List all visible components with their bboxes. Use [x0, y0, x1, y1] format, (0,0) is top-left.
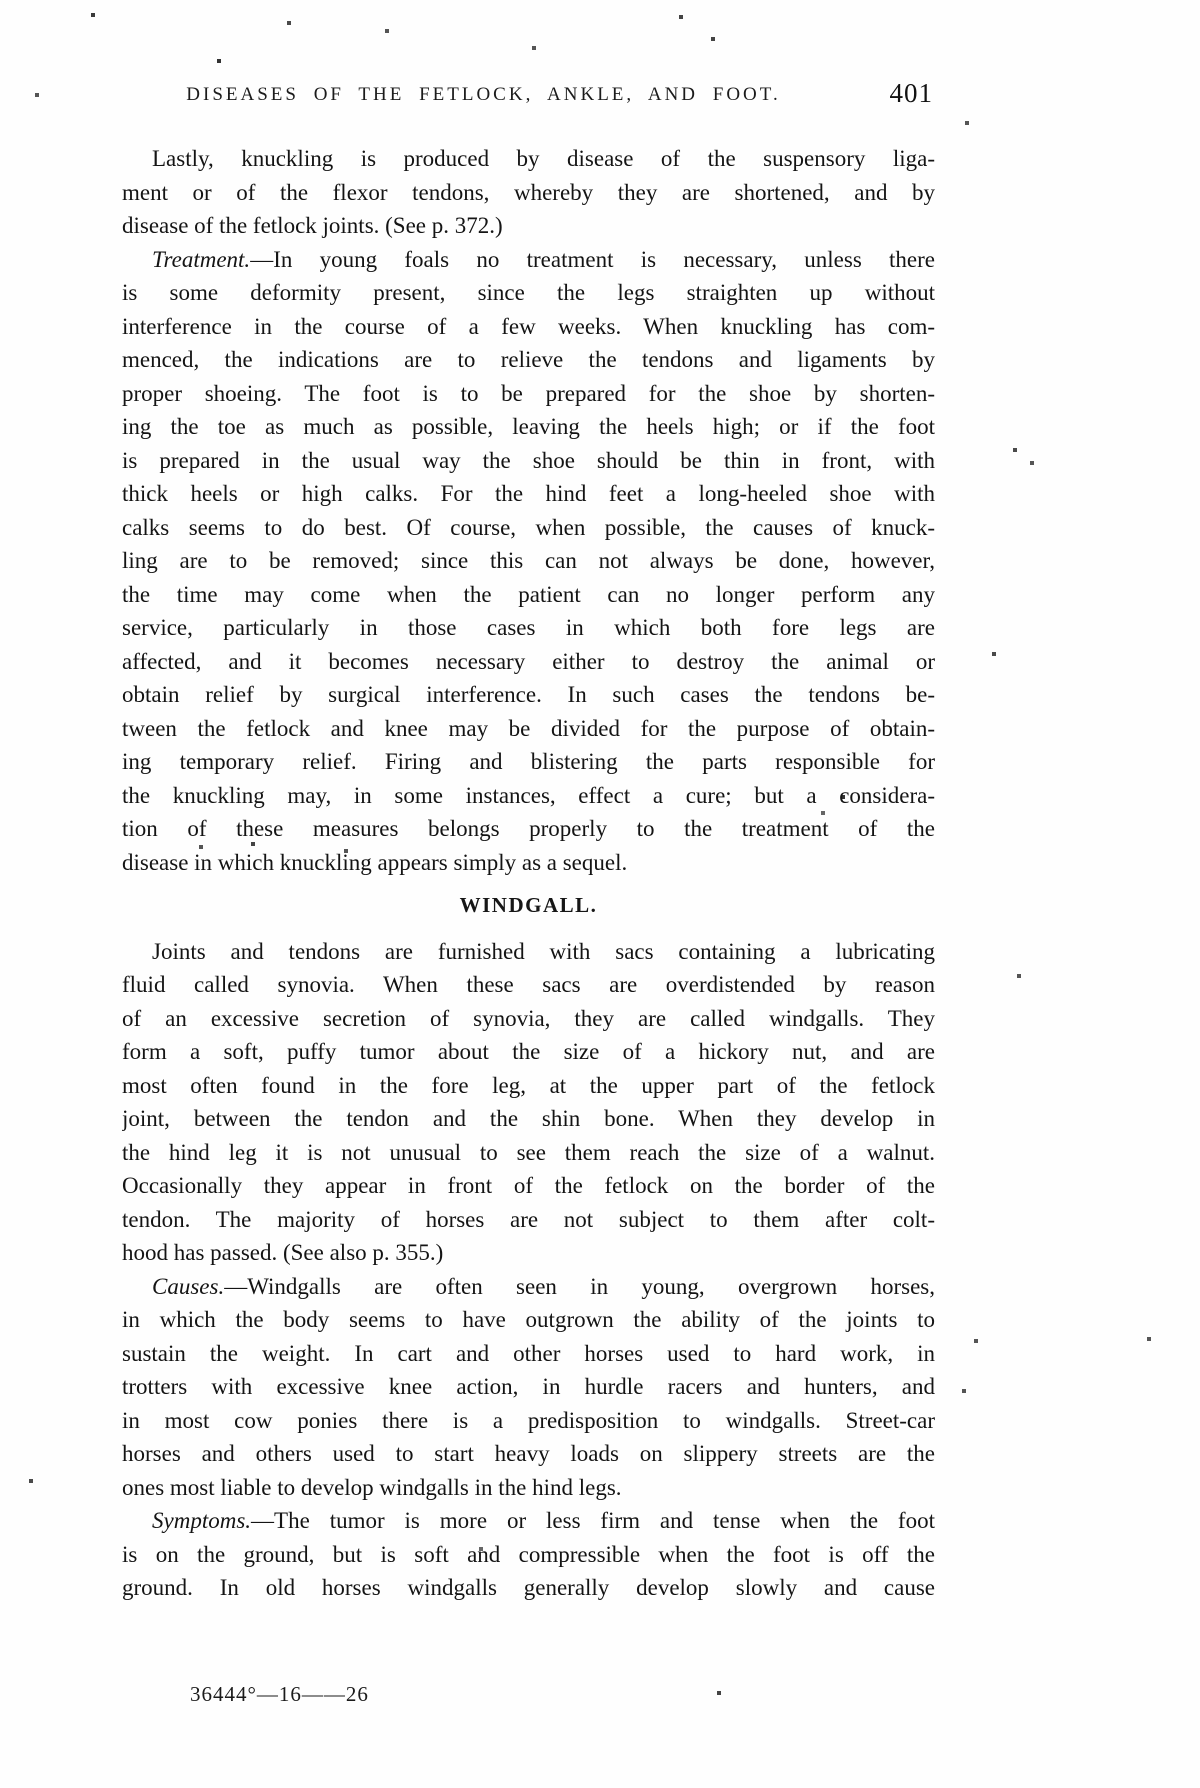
text-line: is some deformity present, since the legs straighten up without	[122, 280, 935, 305]
text-line: thick heels or high calks. For the hind feet a long-heeled shoe with	[122, 481, 935, 506]
text-line: calks seems to do best. Of course, when possible, the causes of knuck-	[122, 514, 935, 540]
text-line: affected, and it becomes necessary either to destroy the animal or	[122, 648, 935, 674]
page-header	[122, 78, 935, 118]
text-line: ones most liable to develop windgalls in the hind legs.	[122, 1474, 622, 1500]
paragraph	[122, 1270, 935, 1505]
text-line: ling are to be removed; since this can not always be done, however,	[122, 548, 935, 573]
text-line: is prepared in the usual way the shoe should be thin in front, with	[122, 447, 935, 473]
text-line: obtain relief by surgical interference. In such cases the tendons be-	[122, 682, 935, 707]
paragraph-lead: Treatment.	[152, 246, 251, 272]
printers-mark: 36444°—16——26	[190, 1682, 369, 1706]
text-line: ing temporary relief. Firing and blistering the parts responsible for	[122, 749, 935, 774]
text-line: disease of the fetlock joints. (See p. 372.)	[122, 213, 503, 238]
text-line: Occasionally they appear in front of the fetlock on the border of the	[122, 1173, 935, 1198]
text-line: horses and others used to start heavy loads on slippery streets are the	[122, 1441, 935, 1466]
text-line: Causes.—Windgalls are often seen in young, overgrown horses,	[152, 1273, 935, 1299]
paragraph	[122, 142, 935, 243]
paragraph	[122, 1504, 935, 1605]
text-line: fluid called synovia. When these sacs are overdistended by reason	[122, 972, 935, 997]
paragraph	[122, 243, 935, 880]
text-line: the hind leg it is not unusual to see them reach the size of a walnut.	[122, 1139, 935, 1165]
text-line: hood has passed. (See also p. 355.)	[122, 1240, 444, 1265]
text-line: disease in which knuckling appears simply as a sequel.	[122, 849, 628, 875]
text-line: menced, the indications are to relieve the tendons and ligaments by	[122, 347, 935, 372]
text-line: trotters with excessive knee action, in hurdle racers and hunters, and	[122, 1374, 935, 1399]
running-title: DISEASES OF THE FETLOCK, ANKLE, AND FOOT.	[186, 84, 781, 105]
text-line: ground. In old horses windgalls generally develop slowly and cause	[122, 1575, 935, 1600]
text-line: Joints and tendons are furnished with sacs containing a lubricating	[152, 938, 935, 964]
text-line: ment or of the flexor tendons, whereby they are shortened, and by	[122, 179, 935, 205]
text-line: is on the ground, but is soft and compressible when the foot is off the	[122, 1541, 935, 1567]
paragraph	[122, 935, 935, 1270]
paragraph-lead: Causes.	[152, 1273, 225, 1299]
text-line: interference in the course of a few weeks. When knuckling has com-	[122, 313, 935, 339]
text-line: sustain the weight. In cart and other horses used to hard work, in	[122, 1340, 935, 1366]
text-line: tion of these measures belongs properly to the treatment of the	[122, 816, 935, 841]
paragraph-lead: Symptoms.	[152, 1508, 252, 1533]
text-line: tween the fetlock and knee may be divided for the purpose of obtain-	[122, 715, 935, 741]
text-line: in most cow ponies there is a predisposition to windgalls. Street-car	[122, 1407, 935, 1433]
text-line: the knuckling may, in some instances, effect a cure; but a considera-	[122, 782, 935, 808]
text-line: form a soft, puffy tumor about the size of a hickory nut, and are	[122, 1039, 935, 1064]
text-line: most often found in the fore leg, at the upper part of the fetlock	[122, 1072, 935, 1098]
text-line: the time may come when the patient can no longer perform any	[122, 581, 935, 607]
text-line: Treatment.—In young foals no treatment is necessary, unless there	[152, 246, 935, 272]
text-line: Symptoms.—The tumor is more or less firm and tense when the foot	[152, 1508, 935, 1533]
text-line: Lastly, knuckling is produced by disease of the suspensory liga-	[152, 146, 935, 171]
text-line: of an excessive secretion of synovia, they are called windgalls. They	[122, 1005, 935, 1031]
text-line: tendon. The majority of horses are not subject to them after colt-	[122, 1206, 935, 1232]
text-line: service, particularly in those cases in which both fore legs are	[122, 615, 935, 640]
text-line: ing the toe as much as possible, leaving the heels high; or if the foot	[122, 414, 935, 439]
page-content	[122, 78, 935, 1605]
scan-noise	[0, 0, 2, 2]
text-line: in which the body seems to have outgrown the ability of the joints to	[122, 1307, 935, 1332]
body-text	[122, 142, 935, 1605]
text-line: joint, between the tendon and the shin bone. When they develop in	[122, 1106, 935, 1131]
page-number: 401	[889, 78, 933, 108]
section-heading: WINDGALL.	[459, 893, 598, 917]
text-line: proper shoeing. The foot is to be prepared for the shoe by shorten-	[122, 380, 935, 406]
